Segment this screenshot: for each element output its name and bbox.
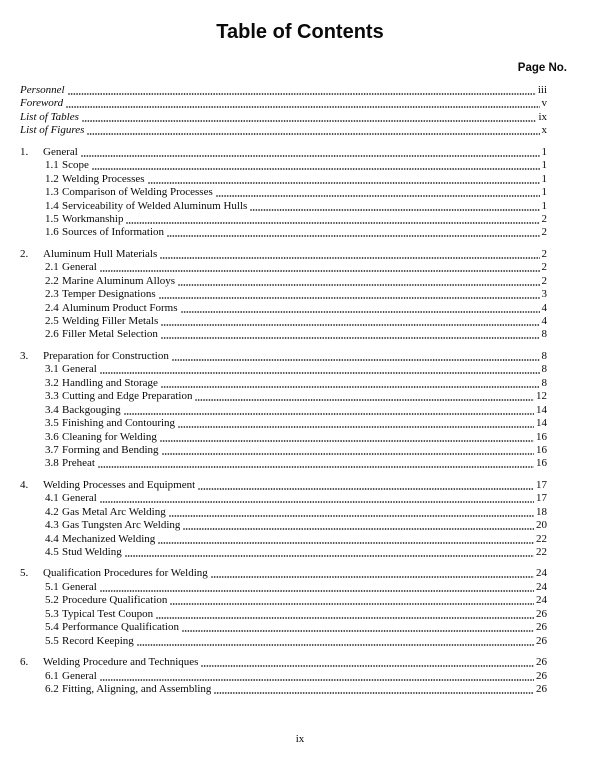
entry-number: 1.5 [45,212,59,225]
entry-title: Performance Qualification [62,621,179,634]
entry-page-number: 1 [541,186,547,199]
entry-title: Finishing and Contouring [62,417,176,430]
entry-title: Scope [62,159,89,172]
entry-title: Procedure Qualification [62,594,168,607]
entry-page-number: 2 [541,274,547,287]
entry-number: 1.3 [45,186,59,199]
entry-page-number: 2 [541,247,547,260]
entry-number: 3. [20,349,29,362]
toc-entry [20,97,547,110]
toc-sections [20,146,547,697]
entry-page-number: 8 [541,349,547,362]
entry-page-number: 18 [536,505,547,518]
entry-title: Serviceability of Welded Aluminum Hulls [62,199,248,212]
entry-number: 1.6 [45,226,59,239]
toc-entry [45,506,547,519]
entry-number: 6.2 [45,682,59,695]
dot-leader [175,275,541,288]
toc-entry [45,457,547,470]
toc-entry [45,533,547,546]
entry-page-number: 26 [536,656,547,669]
toc-entry [20,479,547,492]
entry-page-number: 8 [541,328,547,341]
toc-entry [45,492,547,505]
entry-number: 2. [20,247,29,260]
entry-page-number: ix [538,110,547,123]
entry-number: 2.1 [45,261,59,274]
dot-leader [159,444,536,457]
toc-entry [45,444,547,457]
toc-section-group [20,479,547,560]
dot-leader [208,567,536,580]
entry-page-number: 26 [536,607,547,620]
entry-title: Qualification Procedures for Welding [43,567,208,580]
entry-title: Aluminum Product Forms [62,301,178,314]
entry-number: 5.5 [45,634,59,647]
entry-number: 6. [20,656,29,669]
entry-number: 4.4 [45,532,59,545]
entry-number: 2.5 [45,315,59,327]
dot-leader [175,417,536,430]
entry-number: 3.7 [45,443,59,456]
entry-title: General [62,363,97,376]
dot-leader [192,390,536,403]
entry-page-number: 2 [541,261,547,274]
toc-entry [45,200,547,213]
entry-title: Cleaning for Welding [62,430,157,443]
entry-page-number: 26 [536,621,547,634]
entry-page-number: 8 [541,363,547,376]
entry-page-number: 24 [536,580,547,593]
entry-title: Welding Procedure and Techniques [43,656,199,669]
entry-page-number: 26 [536,682,547,695]
entry-number: 5.2 [45,594,59,607]
toc-entry [45,417,547,430]
entry-title: Temper Designations [62,288,156,301]
toc-entry [45,302,547,315]
toc-entry [45,328,547,341]
entry-page-number: 2 [541,226,547,239]
dot-leader [157,248,541,261]
entry-number: 3.3 [45,390,59,403]
entry-number: 1.2 [45,172,59,185]
toc-entry [45,621,547,634]
toc-entry [45,377,547,390]
entry-page-number: 1 [541,199,547,212]
entry-number: 2.3 [45,288,59,301]
toc-entry [45,226,547,239]
dot-leader [178,302,542,315]
entry-title: List of Tables [20,110,79,123]
entry-page-number: 16 [536,430,547,443]
toc-entry [45,683,547,696]
toc-entry [20,146,547,159]
toc-entry [45,581,547,594]
dot-leader [79,111,539,124]
entry-number: 3.8 [45,457,59,470]
entry-page-number: 1 [541,159,547,172]
dot-leader [195,479,536,492]
entry-title: Foreword [20,97,64,110]
dot-leader [145,173,542,186]
dot-leader [97,581,536,594]
entry-number: 3.1 [45,363,59,376]
entry-page-number: 17 [536,478,547,491]
front-matter-list [20,84,547,138]
dot-leader [158,328,542,341]
dot-leader [97,363,542,376]
toc-section-group [20,567,547,648]
entry-page-number: 22 [536,532,547,545]
table-of-contents [20,84,547,696]
dot-leader [169,350,542,363]
entry-number: 5. [20,567,29,580]
entry-title: General [62,261,97,274]
entry-title: Cutting and Edge Preparation [62,390,193,403]
entry-number: 2.6 [45,328,59,341]
toc-entry [45,173,547,186]
entry-page-number: 26 [536,669,547,682]
dot-leader [63,97,541,110]
entry-page-number: 1 [541,145,547,158]
entry-title: Gas Tungsten Arc Welding [62,519,181,532]
toc-entry [45,608,547,621]
entry-page-number: iii [537,84,547,96]
entry-page-number: 4 [541,315,547,327]
entry-page-number: 14 [536,417,547,430]
toc-section-group [20,146,547,240]
toc-entry [45,546,547,559]
dot-leader [158,315,541,328]
dot-leader [97,670,536,683]
entry-title: Record Keeping [62,634,134,647]
page-title: Table of Contents [216,21,384,43]
toc-entry [45,186,547,199]
entry-title: Workmanship [62,212,124,225]
toc-entry [45,288,547,301]
entry-number: 5.4 [45,621,59,634]
toc-entry [45,519,547,532]
dot-leader [247,200,541,213]
toc-entry [20,84,547,97]
dot-leader [166,506,536,519]
dot-leader [156,288,542,301]
entry-page-number: 24 [536,567,547,580]
entry-page-number: 3 [541,288,547,301]
dot-leader [180,519,536,532]
toc-entry [45,261,547,274]
entry-page-number: 2 [541,212,547,225]
dot-leader [164,226,541,239]
dot-leader [213,186,542,199]
entry-number: 3.2 [45,376,59,389]
footer-page-number: ix [295,733,305,745]
entry-title: Mechanized Welding [62,532,156,545]
entry-title: Personnel [20,84,65,96]
entry-page-number: 24 [536,594,547,607]
entry-title: Handling and Storage [62,376,158,389]
entry-number: 4.5 [45,546,59,558]
entry-title: Forming and Bending [62,443,159,456]
entry-page-number: 16 [536,443,547,456]
entry-page-number: 16 [536,457,547,470]
toc-entry [20,567,547,580]
entry-number: 4.3 [45,519,59,532]
dot-leader [179,621,536,634]
entry-title: General [62,492,97,505]
dot-leader [97,492,536,505]
dot-leader [97,261,542,274]
page-no-column-header: Page No. [517,62,567,74]
dot-leader [198,656,536,669]
dot-leader [157,431,536,444]
entry-title: Backgouging [62,403,121,416]
entry-page-number: x [541,124,547,137]
toc-entry [45,404,547,417]
entry-number: 4. [20,478,29,491]
entry-title: Preparation for Construction [43,349,169,362]
toc-entry [45,594,547,607]
dot-leader [155,533,536,546]
toc-entry [45,315,547,328]
toc-entry [45,363,547,376]
toc-entry [45,431,547,444]
entry-number: 2.2 [45,274,59,287]
dot-leader [121,404,536,417]
entry-number: 3.6 [45,430,59,443]
dot-leader [153,608,536,621]
entry-number: 4.2 [45,505,59,518]
entry-number: 1.4 [45,199,59,212]
entry-number: 5.1 [45,580,59,593]
dot-leader [211,683,536,696]
dot-leader [134,635,536,648]
entry-number: 3.5 [45,417,59,430]
entry-title: Marine Aluminum Alloys [62,274,176,287]
entry-page-number: 20 [536,519,547,532]
entry-title: List of Figures [20,124,85,137]
entry-page-number: 26 [536,634,547,647]
entry-page-number: 22 [536,546,547,558]
dot-leader [89,159,542,172]
entry-page-number: 4 [541,301,547,314]
dot-leader [123,213,541,226]
entry-title: Welding Processes and Equipment [43,478,196,491]
entry-number: 2.4 [45,301,59,314]
entry-title: Typical Test Coupon [62,607,154,620]
toc-entry [45,275,547,288]
entry-title: Sources of Information [62,226,165,239]
entry-title: General [62,669,97,682]
entry-title: Stud Welding [62,546,122,558]
entry-page-number: v [541,97,547,110]
entry-title: Fitting, Aligning, and Assembling [62,682,212,695]
entry-title: Filler Metal Selection [62,328,158,341]
dot-leader [84,124,541,137]
toc-section-group [20,656,547,696]
entry-title: Welding Filler Metals [62,315,159,327]
entry-title: General [43,145,78,158]
entry-number: 1.1 [45,159,59,172]
dot-leader [122,546,536,559]
entry-number: 5.3 [45,607,59,620]
toc-entry [20,124,547,137]
dot-leader [65,84,538,97]
entry-page-number: 17 [536,492,547,505]
entry-title: General [62,580,97,593]
entry-page-number: 12 [536,390,547,403]
entry-title: Aluminum Hull Materials [43,247,158,260]
dot-leader [167,594,536,607]
toc-entry [20,111,547,124]
entry-title: Comparison of Welding Processes [62,186,213,199]
dot-leader [158,377,542,390]
dot-leader [95,457,536,470]
entry-number: 3.4 [45,403,59,416]
entry-title: Gas Metal Arc Welding [62,505,166,518]
toc-entry [45,390,547,403]
toc-entry [45,213,547,226]
toc-section-group [20,248,547,342]
toc-entry [45,159,547,172]
toc-entry [20,350,547,363]
entry-number: 1. [20,145,29,158]
entry-title: Welding Processes [62,172,145,185]
entry-page-number: 8 [541,376,547,389]
toc-entry [45,635,547,648]
toc-entry [45,670,547,683]
entry-title: Preheat [62,457,95,470]
entry-number: 4.1 [45,492,59,505]
dot-leader [78,146,542,159]
toc-entry [20,248,547,261]
entry-page-number: 14 [536,403,547,416]
entry-page-number: 1 [541,172,547,185]
entry-number: 6.1 [45,669,59,682]
toc-entry [20,656,547,669]
toc-section-group [20,350,547,471]
